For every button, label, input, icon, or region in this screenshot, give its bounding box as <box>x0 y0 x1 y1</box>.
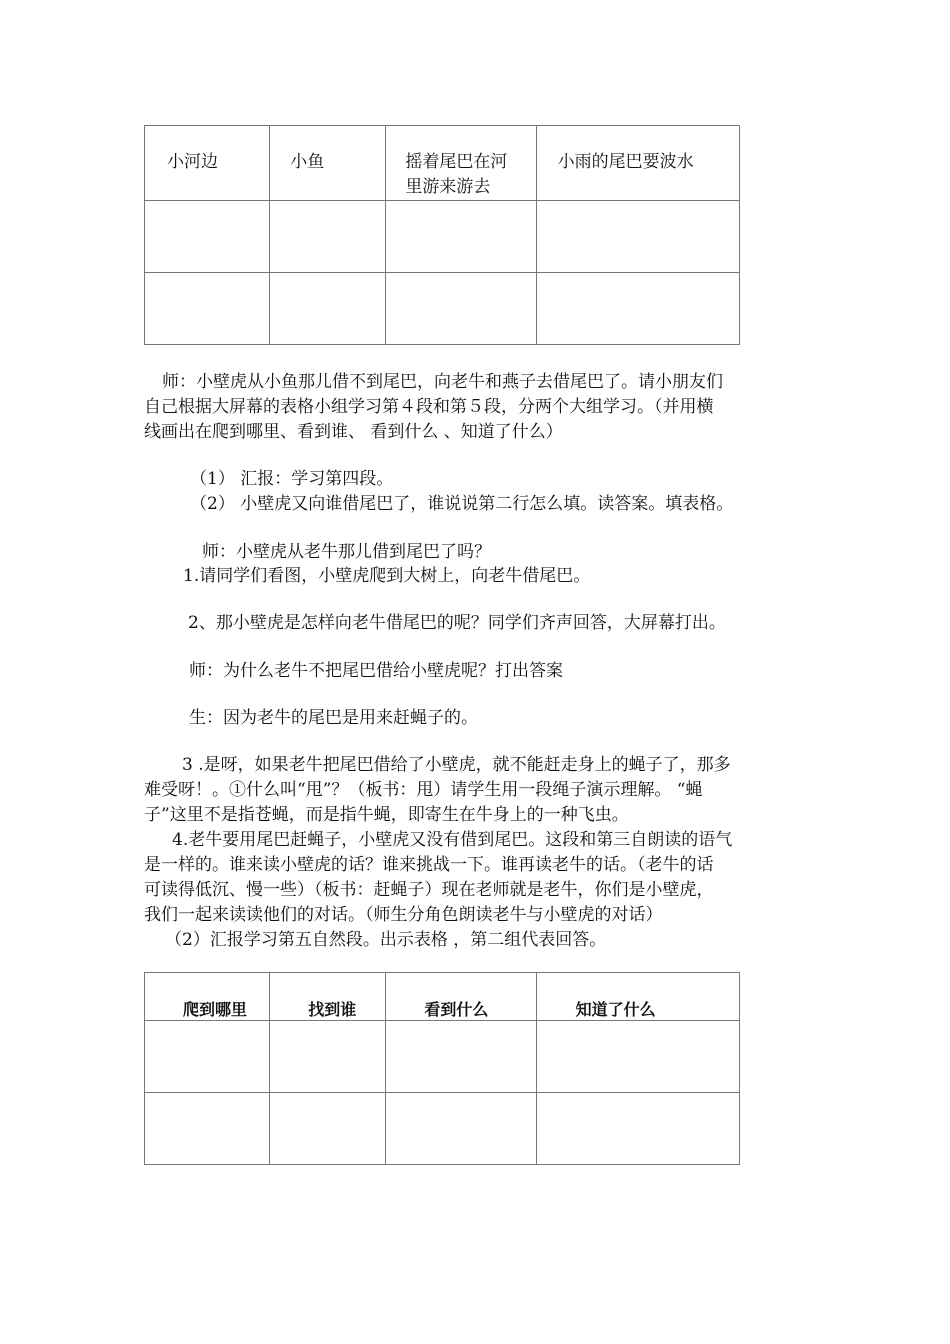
table-1-cell <box>145 201 270 273</box>
table-row <box>145 1093 740 1165</box>
paragraph-line: 子”这里不是指苍蝇，而是指牛蝇，即寄生在牛身上的一种飞虫。 <box>144 805 629 825</box>
paragraph-line: 是一样的。谁来读小壁虎的话？谁来挑战一下。谁再读老牛的话。（老牛的话 <box>144 855 714 875</box>
table-1-cell <box>536 201 739 273</box>
table-2-header-cell <box>536 973 739 1021</box>
table-1-cell-text <box>386 126 535 200</box>
table-1-cell-line: 摇着尾巴在河 <box>405 152 508 172</box>
paragraph-line: 4.老牛要用尾巴赶蝇子，小壁虎又没有借到尾巴。这段和第三自朗读的语气 <box>172 830 733 850</box>
table-1-cell <box>536 273 739 345</box>
paragraph-line: 线画出在爬到哪里、看到谁、 看到什么 、知道了什么） <box>144 422 563 442</box>
table-2-cell <box>145 1093 270 1165</box>
table-1-cell-line: 里游来游去 <box>405 177 491 197</box>
table-2-cell <box>270 1093 386 1165</box>
table-2-cell <box>536 1093 739 1165</box>
table-1-cell <box>386 201 536 273</box>
paragraph-line: 难受呀！。①什么叫“甩”？（板书：甩）请学生用一段绳子演示理解。 “蝇 <box>144 780 703 800</box>
table-1-cell <box>145 126 270 201</box>
table-row <box>145 201 740 273</box>
paragraph-line: 可读得低沉、慢一些）（板书：赶蝇子）现在老师就是老牛，你们是小壁虎， <box>144 880 714 900</box>
table-2-cell <box>386 1021 536 1093</box>
table-2-header-cell <box>145 973 270 1021</box>
step-line: 1.请同学们看图，小壁虎爬到大树上，向老牛借尾巴。 <box>183 566 591 586</box>
list-item: （1） 汇报：学习第四段。 <box>190 469 394 489</box>
table-1-cell <box>270 273 386 345</box>
table-2-header-cell <box>270 973 386 1021</box>
table-1-cell <box>270 201 386 273</box>
table-1-header-row <box>145 126 740 201</box>
table-2-header-cell <box>386 973 536 1021</box>
table-2-header-text: 爬到哪里 <box>183 1000 248 1019</box>
paragraph-line: 师：小壁虎从小鱼那儿借不到尾巴，向老牛和燕子去借尾巴了。请小朋友们 <box>162 372 723 392</box>
teacher-line: 师：为什么老牛不把尾巴借给小壁虎呢？打出答案 <box>189 661 563 681</box>
table-2 <box>144 972 740 1165</box>
table-2-header-text: 找到谁 <box>308 1000 357 1019</box>
table-1-cell <box>386 273 536 345</box>
table-1-cell <box>145 273 270 345</box>
table-2-header-text: 看到什么 <box>424 1000 489 1019</box>
table-1-cell-text: 小雨的尾巴要波水 <box>557 152 694 172</box>
paragraph-line: （2）汇报学习第五自然段。出示表格 ，第二组代表回答。 <box>165 930 607 950</box>
table-2-header-row <box>145 973 740 1021</box>
paragraph-line: 3 .是呀，如果老牛把尾巴借给了小壁虎，就不能赶走身上的蝇子了，那多 <box>182 755 731 775</box>
teacher-line: 师：小壁虎从老牛那儿借到尾巴了吗？ <box>202 542 491 562</box>
table-row <box>145 1021 740 1093</box>
table-1 <box>144 125 740 345</box>
paragraph-line: 自己根据大屏幕的表格小组学习第４段和第５段，分两个大组学习。（并用横 <box>144 397 714 417</box>
table-2-cell <box>536 1021 739 1093</box>
table-2-header-text: 知道了什么 <box>575 1000 656 1019</box>
table-1-cell-text: 小鱼 <box>290 152 325 172</box>
table-row <box>145 273 740 345</box>
table-1-cell-text: 小河边 <box>167 152 218 172</box>
paragraph-line: 我们一起来读读他们的对话。（师生分角色朗读老牛与小壁虎的对话） <box>144 905 663 925</box>
table-2-cell <box>270 1021 386 1093</box>
step-line: 2、那小壁虎是怎样向老牛借尾巴的呢？同学们齐声回答，大屏幕打出。 <box>188 613 726 633</box>
table-2-cell <box>145 1021 270 1093</box>
table-2-cell <box>386 1093 536 1165</box>
table-1-cell <box>270 126 386 201</box>
table-1-cell <box>386 126 536 201</box>
list-item: （2） 小壁虎又向谁借尾巴了，谁说说第二行怎么填。读答案。填表格。 <box>190 494 734 514</box>
student-line: 生：因为老牛的尾巴是用来赶蝇子的。 <box>189 708 478 728</box>
table-1-cell <box>536 126 739 201</box>
